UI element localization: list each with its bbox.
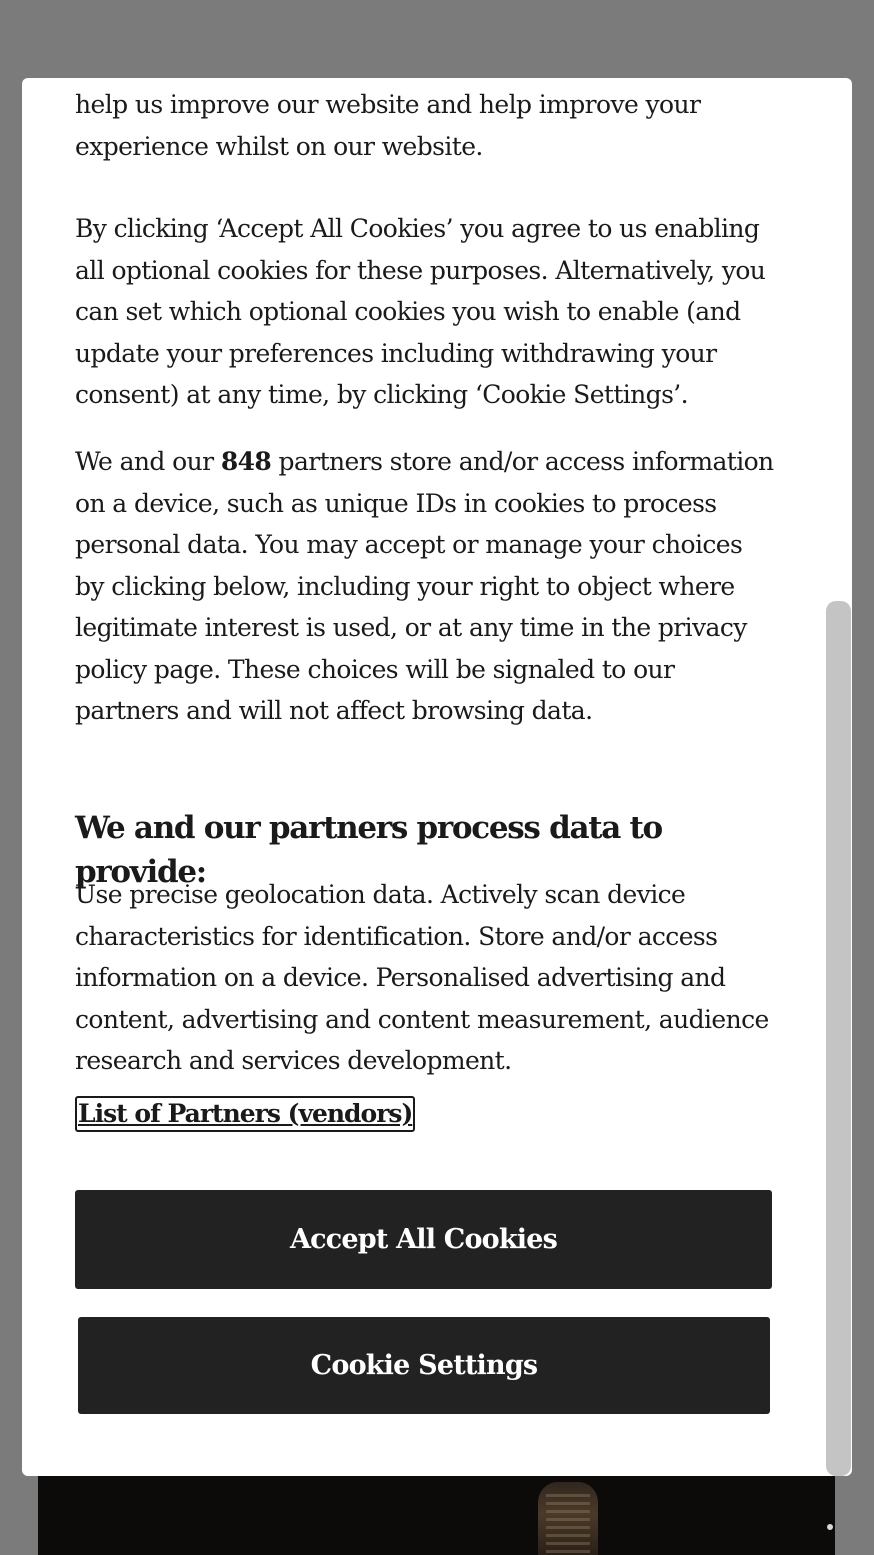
intro-text: help us improve our website and help improve your experience whilst on our website.: [75, 90, 701, 161]
tower-illustration: [538, 1482, 598, 1555]
partners-text-after: partners store and/or access information on a device, such as unique IDs in cookies to process personal data. You may accept or manage your choices by clicking below, including your right to object where legitimate interest is used, or at any time in the privacy policy page. These choices will be signaled to our partners and will not affect browsing data.: [75, 447, 774, 725]
cookie-settings-button[interactable]: Cookie Settings: [78, 1317, 770, 1414]
accept-explainer-text: By clicking ‘Accept All Cookies’ you agree to us enabling all optional cookies for these purposes. Alternatively, you can set which optional cookies you wish to enable (and update your preferences including withdrawing your consent) at any time, by clicking ‘Cookie Settings’.: [75, 214, 766, 409]
partners-count: 848: [220, 447, 272, 476]
partners-list-link[interactable]: List of Partners (vendors): [75, 1096, 415, 1132]
accept-all-cookies-button[interactable]: Accept All Cookies: [75, 1190, 772, 1289]
partners-info-text: [75, 441, 775, 732]
partners-text-before: We and our: [75, 447, 221, 476]
background-photo: [38, 1476, 835, 1555]
purposes-text: Use precise geolocation data. Actively scan device characteristics for identification. Store and/or access information on a device. Personalised advertising and content, advertising and content measurement, audience research and services development.: [75, 880, 769, 1075]
cookie-consent-dialog: [22, 78, 852, 1476]
light-dot: [827, 1524, 833, 1530]
purposes-heading: We and our partners process data to provide:: [75, 810, 662, 890]
scrollbar-thumb[interactable]: [826, 601, 851, 1476]
